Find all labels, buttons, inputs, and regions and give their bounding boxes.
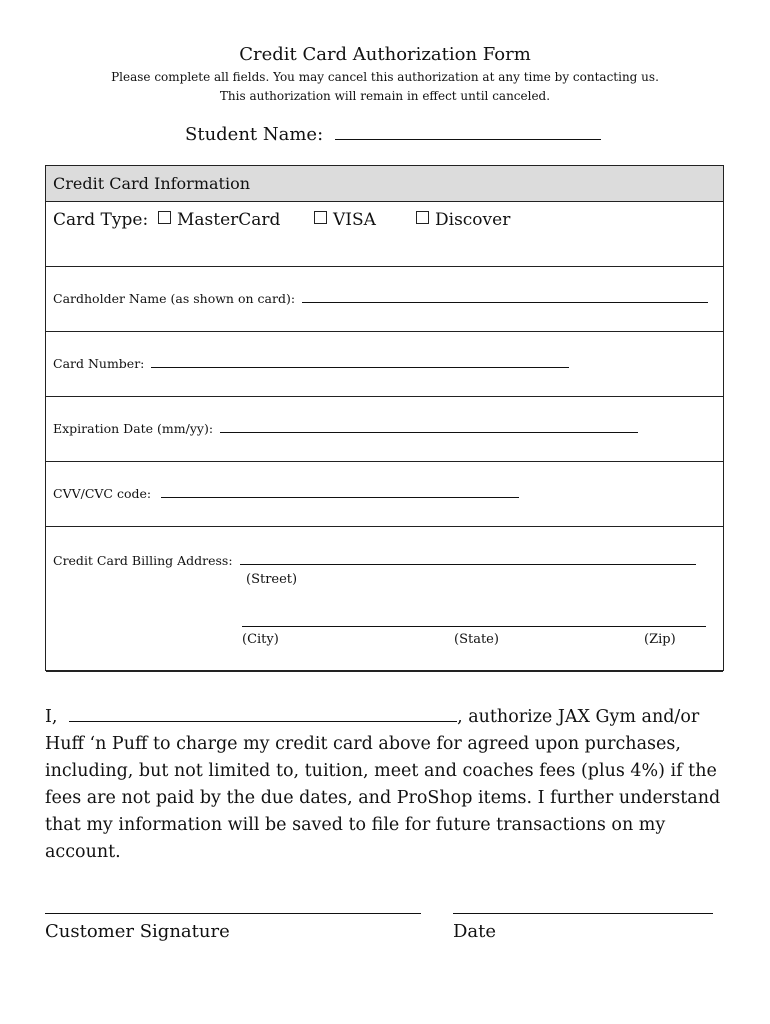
zip-caption: (Zip) [644,632,676,647]
date-label: Date [453,921,497,942]
authorization-statement [45,704,735,866]
form-instructions: Please complete all fields. You may cancel this authorization at any time by contacting us. [111,70,659,84]
mastercard-checkbox[interactable] [158,211,171,224]
discover-option[interactable] [416,210,510,230]
street-caption: (Street) [246,572,298,587]
student-name-row [185,124,601,145]
customer-signature-line[interactable] [45,913,421,915]
authorization-prefix: I, [45,707,58,727]
cvv-row [46,462,723,527]
customer-signature-label: Customer Signature [45,921,230,942]
card-type-row [46,202,723,267]
cardholder-name-field[interactable] [302,301,708,303]
card-number-row [46,332,723,397]
authorizer-name-field[interactable] [69,720,457,722]
expiration-date-row [46,397,723,462]
student-name-field[interactable] [335,138,601,140]
cvv-label: CVV/CVC code: [53,486,152,501]
card-info-header [46,166,723,202]
cardholder-name-row [46,267,723,332]
credit-card-info-table [45,165,724,671]
cardholder-name-label: Cardholder Name (as shown on card): [53,291,296,306]
card-type-label: Card Type: [53,210,149,230]
street-field[interactable] [240,563,696,565]
visa-option[interactable] [314,210,376,230]
city-state-zip-field[interactable] [242,625,706,627]
authorization-text: , authorize JAX Gym and/or Huff ‘n Puff to charge my credit card above for agreed upon purchases, including, but not limited to, tuition, meet and coaches fees (plus 4%) if the fees are not paid by the due dates, and ProShop items. I further understand that my information will be saved to file for future transactions on my account. [45,707,721,862]
expiration-date-field[interactable] [220,431,638,433]
discover-checkbox[interactable] [416,211,429,224]
date-line[interactable] [453,913,713,915]
mastercard-label: MasterCard [177,210,281,230]
city-caption: (City) [242,632,279,647]
visa-checkbox[interactable] [314,211,327,224]
visa-label: VISA [333,210,376,230]
billing-address-label: Credit Card Billing Address: [53,553,233,568]
form-validity-note: This authorization will remain in effect until canceled. [219,89,551,103]
cvv-field[interactable] [161,496,519,498]
state-caption: (State) [454,632,499,647]
form-title: Credit Card Authorization Form [239,44,531,65]
billing-address-row [46,527,723,672]
card-number-field[interactable] [151,366,569,368]
card-info-heading: Credit Card Information [53,174,251,193]
mastercard-option[interactable] [158,210,280,230]
discover-label: Discover [435,210,511,230]
expiration-date-label: Expiration Date (mm/yy): [53,421,214,436]
student-name-label: Student Name: [185,124,324,145]
card-number-label: Card Number: [53,356,145,371]
